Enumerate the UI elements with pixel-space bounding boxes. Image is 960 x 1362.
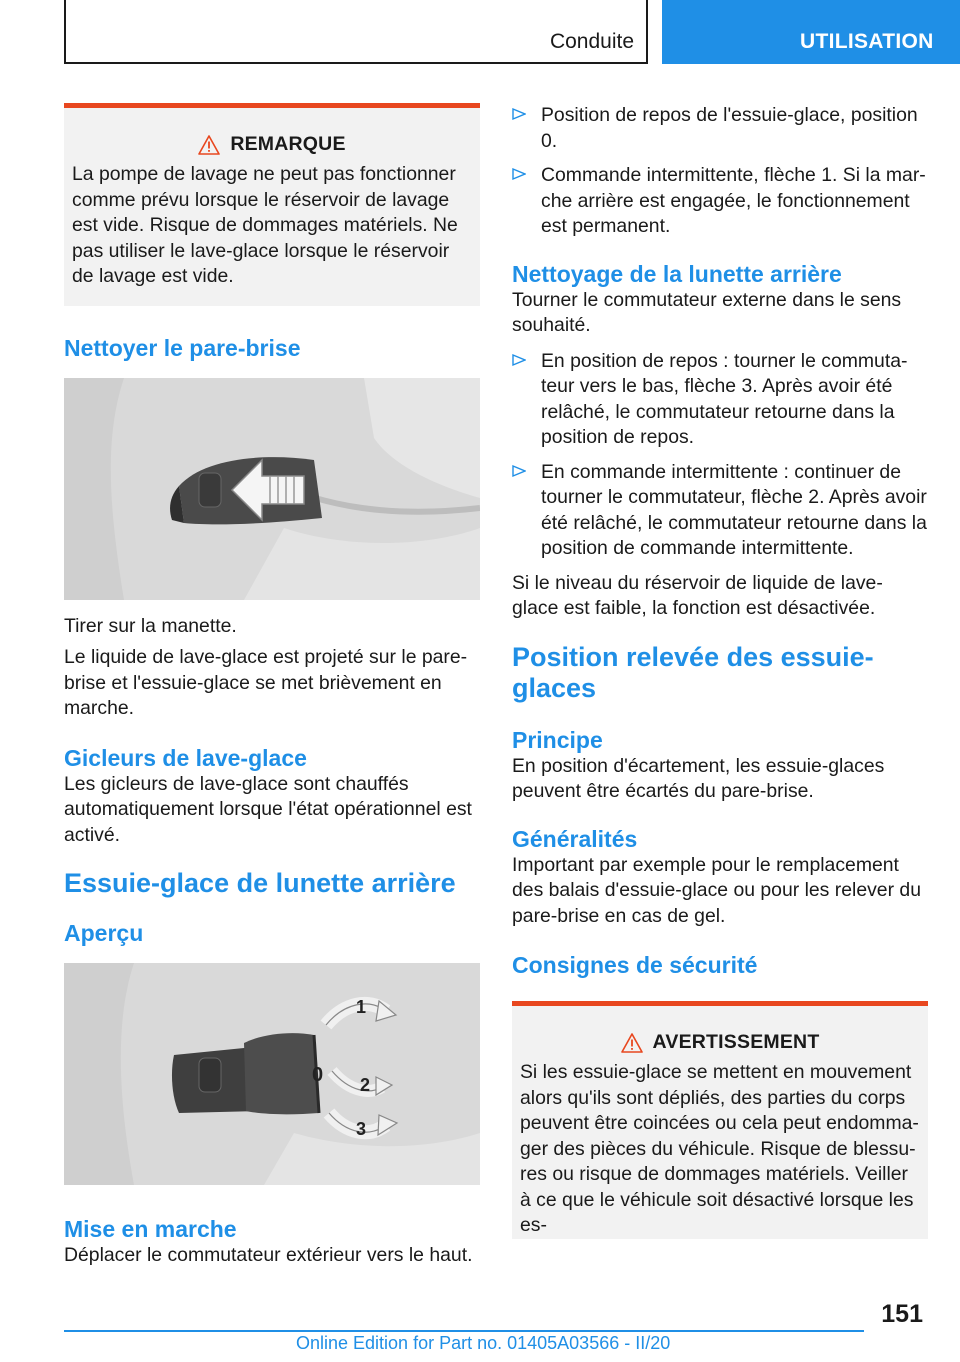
footer-rule [64,1330,864,1332]
note-body: La pompe de lavage ne peut pas fonctionner comme prévu lorsque le réservoir de lavage est vide. Risque de dommages matériels. Ne pas utiliser le lave-glace lorsque le réservoir de lavage est vide. [72,163,458,287]
heading-nettoyer: Nettoyer le pare-brise [64,334,301,361]
figure-label-0: 0 [312,1064,324,1086]
warning-triangle-icon [198,135,220,155]
list-item [512,163,928,240]
text-principe: En position d'écartement, les essuie-glaces peuvent être écartés du pare-brise. [512,754,885,802]
warning-box [512,1001,928,1239]
text-gicleurs: Les gicleurs de lave-glace sont chauffés automatiquement lorsque l'état opérationnel est activé. [64,772,472,846]
page-number: 151 [881,1300,923,1328]
header-chapter [662,0,960,64]
triangle-bullet-icon [512,107,526,121]
heading-position-relevee: Position relevée des essuie-glaces [512,641,874,703]
heading-nettoyage-lunette: Nettoyage de la lunette arrière [512,260,842,287]
note-title-label: REMARQUE [230,133,346,155]
heading-consignes: Consignes de sécurité [512,952,758,978]
list-item [512,103,928,154]
header-section-label: Conduite [549,30,634,53]
heading-mise-en-marche: Mise en marche [64,1216,237,1242]
list-item-text: Commande intermittente, flèche 1. Si la marche arrière est engagée, le fonctionnement est permanent. [541,164,926,237]
header-section [64,0,648,64]
header-chapter-label: UTILISATION [800,30,934,53]
triangle-bullet-icon [512,464,526,478]
figure-rear-wiper-switch [64,963,480,1185]
text-liquide: Le liquide de lave-glace est projeté sur le pare-brise et l'essuie-glace se met brièvement en marche. [64,646,468,719]
heading-gicleurs: Gicleurs de lave-glace [64,744,307,771]
warning-title [520,1031,920,1054]
warning-title-label: AVERTISSEMENT [652,1031,820,1053]
heading-generalites: Généralités [512,825,638,852]
figure-washer-lever [64,378,480,600]
left-column [64,103,480,1275]
note-box [64,103,480,306]
heading-principe: Principe [512,726,603,753]
list-item-text: Position de repos de l'essuie-glace, position 0. [541,104,918,152]
text-mise-en-marche: Déplacer le commutateur extérieur vers le haut. [64,1244,473,1266]
figure-label-1: 1 [356,997,367,1017]
list-item-text: En position de repos : tourner le commutateur vers le bas, flèche 3. Après avoir été relâché, le commutateur retourne dans la position de repos. [541,349,908,448]
heading-essuie-glace: Essuie-glace de lunette arrière [64,868,456,898]
figure-label-2: 2 [360,1075,371,1095]
triangle-bullet-icon [512,353,526,367]
list-item [512,460,928,562]
note-title [72,133,472,156]
warning-body: Si les essuie-glace se mettent en mouvement alors qu'ils sont dépliés, des parties du corps peuvent être coincées ou cela peut endommager des pièces du véhicule. Risque de blessures ou risque de dommages matériels. Veiller à ce que le véhicule soit désactivé lorsque les es- [520,1061,919,1236]
right-column [512,103,928,1239]
footer-edition: Online Edition for Part no. 01405A03566 - II/20 [296,1333,671,1353]
text-tourner: Tourner le commutateur externe dans le sens souhaité. [512,288,902,336]
text-generalites: Important par exemple pour le remplacement des balais d'essuie-glace ou pour les relever du pare-brise en cas de gel. [512,853,921,927]
triangle-bullet-icon [512,167,526,181]
bullet-list-commands [512,349,928,562]
text-tirer: Tirer sur la manette. [64,614,237,637]
figure-label-3: 3 [356,1119,367,1139]
heading-apercu: Aperçu [64,920,144,946]
warning-triangle-icon [621,1033,643,1053]
text-niveau: Si le niveau du réservoir de liquide de lave-glace est faible, la fonction est désactivée. [512,571,883,619]
list-item [512,349,928,451]
bullet-list-positions [512,103,928,240]
list-item-text: En commande intermittente : continuer de tourner le commutateur, flèche 2. Après avoir été relâché, le commutateur retourne dans la position de commande intermittente. [541,460,927,559]
